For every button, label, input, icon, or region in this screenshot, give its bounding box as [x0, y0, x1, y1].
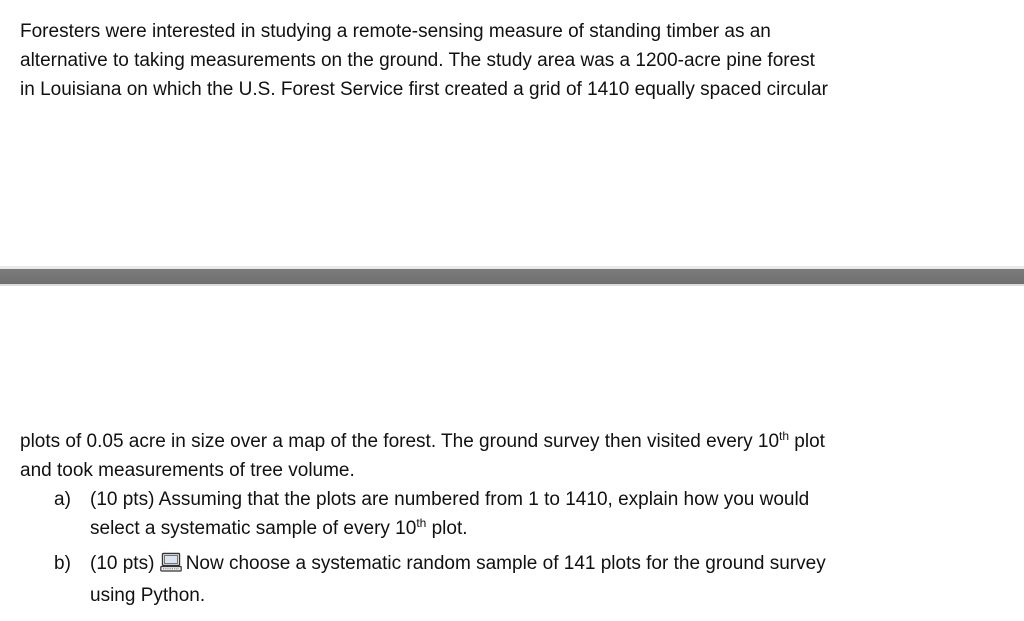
question-list: [0, 485, 1000, 616]
continuation-line-2: and took measurements of tree volume.: [20, 460, 355, 481]
intro-line-1: Foresters were interested in studying a remote-sensing measure of standing timber as an: [20, 21, 771, 42]
question-a-line-1: (10 pts) Assuming that the plots are numbered from 1 to 1410, explain how you would: [90, 489, 810, 510]
computer-icon: [160, 552, 182, 581]
question-a-marker: a): [54, 489, 71, 510]
question-a-line-2-end: plot.: [426, 518, 468, 539]
question-b-line-2: using Python.: [90, 585, 206, 606]
question-a-line-2-text: select a systematic sample of every 10: [90, 518, 417, 539]
continuation-paragraph: [20, 427, 980, 485]
intro-line-3: in Louisiana on which the U.S. Forest Service first created a grid of 1410 equally spaced circular: [20, 79, 828, 100]
superscript-th: th: [779, 429, 790, 443]
question-b-line-1: Now choose a systematic random sample of 141 plots for the ground survey: [185, 553, 826, 574]
page-break-divider: [0, 266, 1024, 286]
question-a: [0, 485, 1000, 543]
intro-line-2: alternative to taking measurements on the ground. The study area was a 1200-acre pine forest: [20, 50, 815, 71]
question-b: [0, 549, 1000, 610]
page-top: [0, 0, 1024, 266]
intro-paragraph: [20, 17, 980, 104]
continuation-line-1-end: plot: [789, 431, 825, 452]
superscript-th: th: [416, 516, 427, 530]
question-b-marker: b): [54, 553, 71, 574]
continuation-line-1-text: plots of 0.05 acre in size over a map of the forest. The ground survey then visited every 10: [20, 431, 780, 452]
question-b-points: (10 pts): [90, 553, 155, 574]
